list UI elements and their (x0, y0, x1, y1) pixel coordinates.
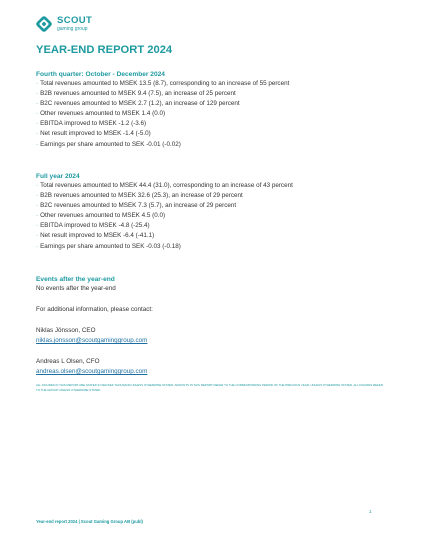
full-year-section (36, 172, 293, 252)
page-footer: Year-end report 2024 | Scout Gaming Group AB (publ) (36, 519, 143, 524)
contact-name-ceo: Niklas Jönsson, CEO (36, 327, 96, 334)
list-item: · B2C revenues amounted to MSEK 2.7 (1.2), an increase of 129 percent (36, 100, 240, 108)
company-logo (35, 15, 92, 33)
list-item: · B2C revenues amounted to MSEK 7.3 (5.7), an increase of 29 percent (36, 202, 237, 210)
list-item: · Net result improved to MSEK -1.4 (-5.0) (36, 130, 151, 138)
full-year-heading: Full year 2024 (36, 173, 80, 180)
list-item: · Earnings per share amounted to SEK -0.03 (-0.18) (36, 242, 181, 250)
list-item: · Total revenues amounted to MSEK 13.5 (8.7), corresponding to an increase of 55 percent (36, 80, 290, 87)
events-heading: Events after the year-end (36, 276, 115, 283)
q4-section (36, 70, 289, 150)
list-item: · EBITDA improved to MSEK -4.8 (-25.4) (36, 222, 150, 230)
list-item: · B2B revenues amounted to MSEK 32.6 (25.3), an increase of 29 percent (36, 192, 243, 200)
contact-name-cfo: Andreas L Olsen, CFO (36, 358, 100, 365)
list-item: · Other revenues amounted to MSEK 1.4 (0.0) (36, 110, 166, 118)
contact-intro: For additional information, please contact: (36, 306, 153, 313)
contact-email-cfo[interactable]: andreas.olsen@scoutgaminggroup.com (36, 368, 148, 375)
page-number: 1 (369, 509, 372, 514)
q4-heading: Fourth quarter: October - December 2024 (36, 71, 165, 78)
list-item: · EBITDA improved to MSEK -1.2 (-3.6) (36, 120, 147, 128)
report-title: YEAR-END REPORT 2024 (36, 44, 173, 56)
logo-name: SCOUT (57, 15, 93, 27)
q4-list (36, 79, 289, 150)
full-year-list (36, 181, 293, 252)
scout-logo-icon (35, 15, 53, 33)
disclaimer: ALL FIGURES IN THIS REPORT ARE STATED IN SEK/SEK THOUSAND UNLESS OTHERWISE STATED. AMOUNTS IN THIS REPORT REFER TO THE CORRESPONDING PERIOD OF THE PREVIOUS YEAR, UNLESS OTHERWISE STATED. ALL FIGURES REFER TO THE GROUP UNLESS OTHERWISE STATED. (36, 383, 383, 392)
list-item: · Total revenues amounted to MSEK 44.4 (31.0), corresponding to an increase of 43 percent (36, 182, 293, 189)
list-item: · Net result improved to MSEK -6.4 (-41.1) (36, 232, 155, 240)
contact-email-ceo[interactable]: niklas.jonsson@scoutgaminggroup.com (36, 337, 148, 344)
events-section (36, 275, 153, 377)
list-item: · B2B revenues amounted to MSEK 9.4 (7.5), an increase of 25 percent (36, 90, 236, 98)
list-item: · Earnings per share amounted to SEK -0.01 (-0.02) (36, 140, 181, 148)
logo-subtitle: gaming group (57, 25, 88, 32)
list-item: · Other revenues amounted to MSEK 4.5 (0.0) (36, 212, 166, 220)
events-text: No events after the year-end (36, 285, 116, 292)
